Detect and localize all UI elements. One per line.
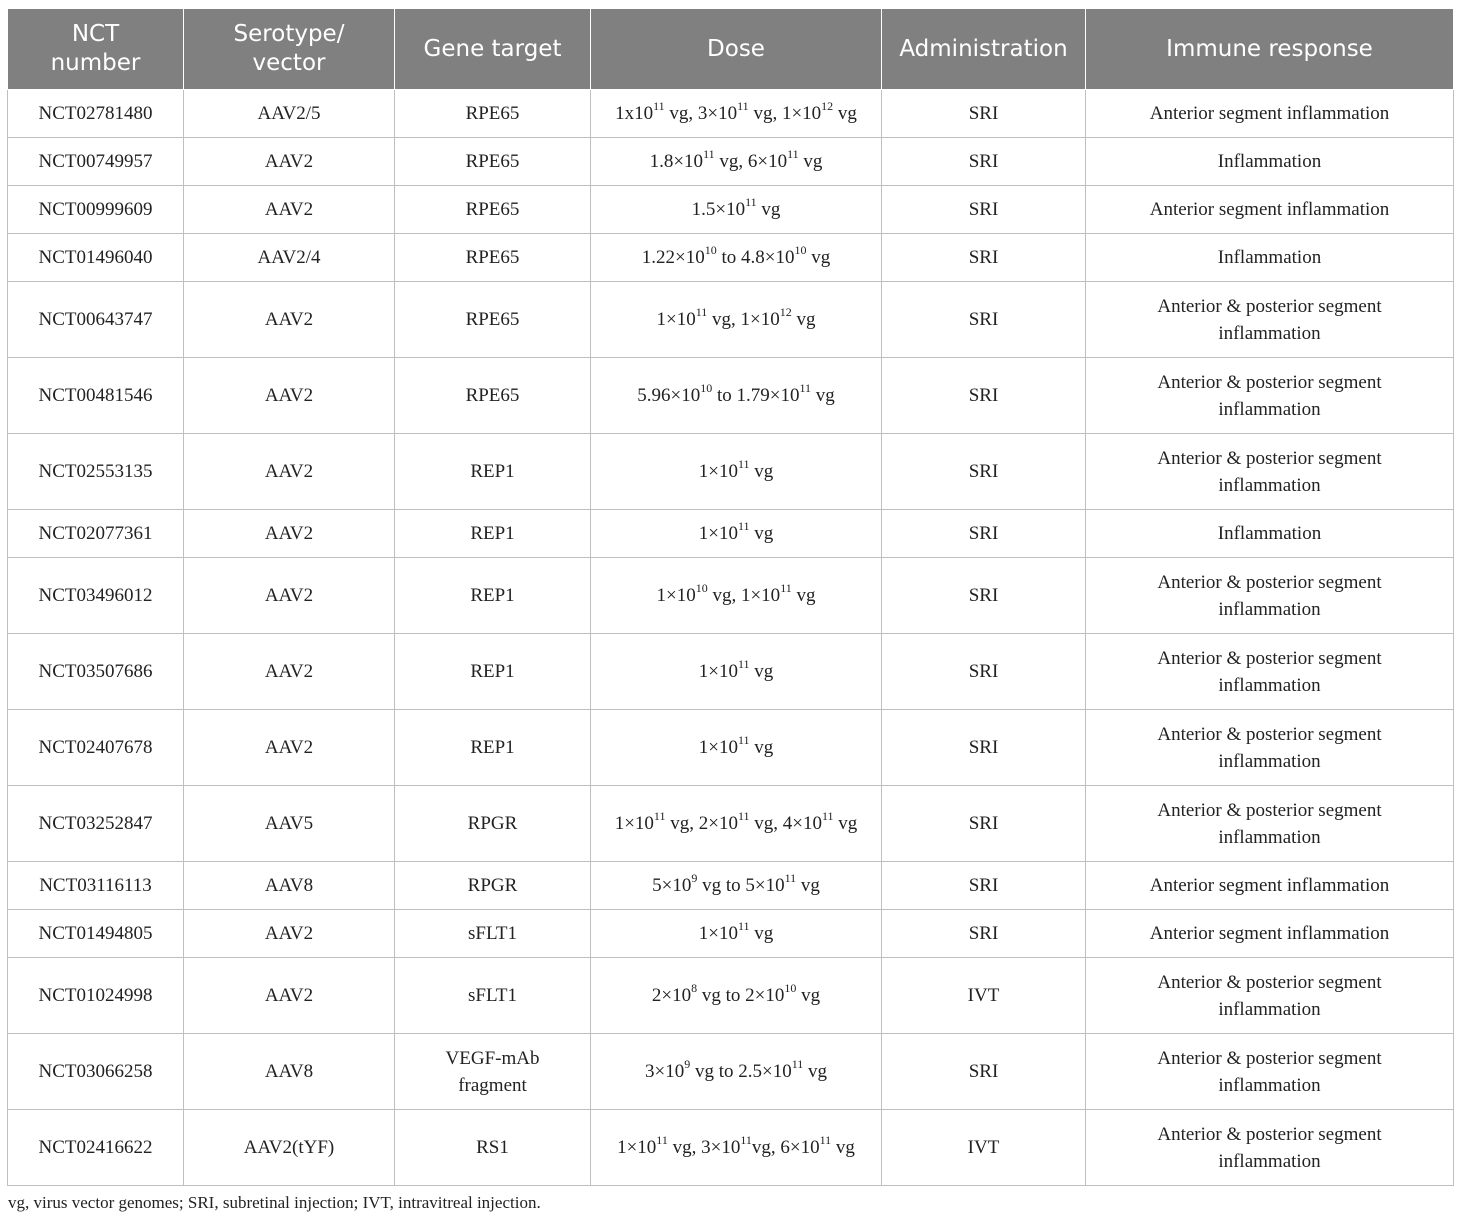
serotype-vector-cell: AAV2/5: [184, 90, 395, 138]
table-row: [8, 1034, 1454, 1110]
table-row: [8, 786, 1454, 862]
dose-cell: $1\times 10^{11}$ vg, $1\times 10^{12}$ vg: [591, 282, 882, 358]
table-row: [8, 90, 1454, 138]
nct-number-cell: NCT00643747: [8, 282, 184, 358]
dose-cell: $2\times 10^8$ vg to $2\times 10^{10}$ vg: [591, 958, 882, 1034]
table-row: [8, 558, 1454, 634]
gene-target-cell: RPE65: [395, 186, 591, 234]
nct-number-cell: NCT01494805: [8, 910, 184, 958]
table-row: [8, 434, 1454, 510]
immune-response-cell: Anterior & posterior segment inflammation: [1086, 434, 1454, 510]
serotype-vector-cell: AAV2: [184, 510, 395, 558]
nct-number-cell: NCT01496040: [8, 234, 184, 282]
administration-cell: SRI: [882, 358, 1086, 434]
serotype-vector-cell: AAV2: [184, 558, 395, 634]
administration-cell: SRI: [882, 910, 1086, 958]
table-row: [8, 910, 1454, 958]
gene-target-cell: VEGF-mAb fragment: [395, 1034, 591, 1110]
administration-cell: SRI: [882, 90, 1086, 138]
serotype-vector-cell: AAV5: [184, 786, 395, 862]
table-row: [8, 234, 1454, 282]
immune-response-cell: Anterior & posterior segment inflammation: [1086, 634, 1454, 710]
serotype-vector-cell: AAV8: [184, 1034, 395, 1110]
administration-cell: SRI: [882, 434, 1086, 510]
serotype-vector-cell: AAV2: [184, 186, 395, 234]
administration-cell: SRI: [882, 558, 1086, 634]
immune-response-cell: Anterior & posterior segment inflammation: [1086, 1110, 1454, 1186]
clinical-trials-table: [7, 8, 1454, 1186]
table-row: [8, 634, 1454, 710]
table-row: [8, 958, 1454, 1034]
dose-cell: $5.96\times 10^{10}$ to $1.79\times 10^{11}$ vg: [591, 358, 882, 434]
serotype-vector-cell: AAV2: [184, 282, 395, 358]
gene-target-cell: sFLT1: [395, 958, 591, 1034]
immune-response-cell: Inflammation: [1086, 234, 1454, 282]
nct-number-cell: NCT03496012: [8, 558, 184, 634]
nct-number-cell: NCT00999609: [8, 186, 184, 234]
dose-cell: $1\times 10^{11}$ vg: [591, 434, 882, 510]
nct-number-cell: NCT00481546: [8, 358, 184, 434]
dose-cell: $1\times 10^{11}$ vg, $3\times 10^{11}vg$, $6\times 10^{11}$ vg: [591, 1110, 882, 1186]
dose-cell: $1.5\times 10^{11}$ vg: [591, 186, 882, 234]
gene-target-cell: REP1: [395, 634, 591, 710]
header-administration: Administration: [882, 9, 1086, 90]
dose-cell: $1\times 10^{11}$ vg: [591, 710, 882, 786]
table-row: [8, 138, 1454, 186]
immune-response-cell: Anterior segment inflammation: [1086, 910, 1454, 958]
immune-response-cell: Anterior & posterior segment inflammation: [1086, 358, 1454, 434]
immune-response-cell: Anterior segment inflammation: [1086, 186, 1454, 234]
nct-number-cell: NCT02407678: [8, 710, 184, 786]
nct-number-cell: NCT03066258: [8, 1034, 184, 1110]
administration-cell: SRI: [882, 710, 1086, 786]
dose-cell: $1\times 10^{11}$ vg: [591, 634, 882, 710]
gene-target-cell: RPGR: [395, 862, 591, 910]
dose-cell: $1\times 10^{11}$ vg: [591, 910, 882, 958]
administration-cell: SRI: [882, 786, 1086, 862]
gene-target-cell: REP1: [395, 558, 591, 634]
serotype-vector-cell: AAV2: [184, 710, 395, 786]
administration-cell: SRI: [882, 862, 1086, 910]
dose-cell: $1\times 10^{11}$ vg, $2\times 10^{11}$ vg, $4\times 10^{11}$ vg: [591, 786, 882, 862]
table-header-row: [8, 9, 1454, 90]
nct-number-cell: NCT00749957: [8, 138, 184, 186]
administration-cell: SRI: [882, 510, 1086, 558]
header-dose: Dose: [591, 9, 882, 90]
immune-response-cell: Anterior & posterior segment inflammation: [1086, 958, 1454, 1034]
administration-cell: SRI: [882, 634, 1086, 710]
nct-number-cell: NCT02553135: [8, 434, 184, 510]
table-body: [8, 90, 1454, 1186]
immune-response-cell: Anterior segment inflammation: [1086, 90, 1454, 138]
immune-response-cell: Anterior & posterior segment inflammation: [1086, 558, 1454, 634]
immune-response-cell: Anterior & posterior segment inflammation: [1086, 710, 1454, 786]
administration-cell: IVT: [882, 958, 1086, 1034]
table-row: [8, 1110, 1454, 1186]
table-row: [8, 358, 1454, 434]
serotype-vector-cell: AAV8: [184, 862, 395, 910]
dose-cell: $3\times 10^9$ vg to $2.5\times 10^{11}$ vg: [591, 1034, 882, 1110]
administration-cell: SRI: [882, 282, 1086, 358]
gene-target-cell: REP1: [395, 510, 591, 558]
immune-response-cell: Anterior segment inflammation: [1086, 862, 1454, 910]
gene-target-cell: REP1: [395, 434, 591, 510]
serotype-vector-cell: AAV2: [184, 138, 395, 186]
serotype-vector-cell: AAV2/4: [184, 234, 395, 282]
serotype-vector-cell: AAV2: [184, 434, 395, 510]
dose-cell: $1.22\times 10^{10}$ to $4.8\times 10^{10}$ vg: [591, 234, 882, 282]
gene-target-cell: RPGR: [395, 786, 591, 862]
dose-cell: $1\times 10^{10}$ vg, $1\times 10^{11}$ vg: [591, 558, 882, 634]
nct-number-cell: NCT03252847: [8, 786, 184, 862]
immune-response-cell: Anterior & posterior segment inflammation: [1086, 1034, 1454, 1110]
immune-response-cell: Inflammation: [1086, 138, 1454, 186]
gene-target-cell: REP1: [395, 710, 591, 786]
table-row: [8, 282, 1454, 358]
header-immune-response: Immune response: [1086, 9, 1454, 90]
administration-cell: SRI: [882, 186, 1086, 234]
gene-target-cell: RS1: [395, 1110, 591, 1186]
header-serotype-vector: Serotype/ vector: [184, 9, 395, 90]
data-table-container: [7, 8, 1453, 1186]
nct-number-cell: NCT02077361: [8, 510, 184, 558]
gene-target-cell: RPE65: [395, 282, 591, 358]
gene-target-cell: RPE65: [395, 138, 591, 186]
header-gene-target: Gene target: [395, 9, 591, 90]
serotype-vector-cell: AAV2: [184, 910, 395, 958]
dose-cell: $1.8\times 10^{11}$ vg, $6\times 10^{11}$ vg: [591, 138, 882, 186]
nct-number-cell: NCT03116113: [8, 862, 184, 910]
gene-target-cell: sFLT1: [395, 910, 591, 958]
administration-cell: SRI: [882, 234, 1086, 282]
header-nct-number: NCT number: [8, 9, 184, 90]
dose-cell: $5\times 10^9$ vg to $5\times 10^{11}$ vg: [591, 862, 882, 910]
administration-cell: SRI: [882, 138, 1086, 186]
dose-cell: $1x10^{11}$ vg, $3\times 10^{11}$ vg, $1\times 10^{12}$ vg: [591, 90, 882, 138]
immune-response-cell: Anterior & posterior segment inflammation: [1086, 282, 1454, 358]
serotype-vector-cell: AAV2: [184, 634, 395, 710]
immune-response-cell: Anterior & posterior segment inflammation: [1086, 786, 1454, 862]
table-row: [8, 510, 1454, 558]
dose-cell: $1\times 10^{11}$ vg: [591, 510, 882, 558]
gene-target-cell: RPE65: [395, 234, 591, 282]
nct-number-cell: NCT02781480: [8, 90, 184, 138]
administration-cell: SRI: [882, 1034, 1086, 1110]
gene-target-cell: RPE65: [395, 358, 591, 434]
serotype-vector-cell: AAV2(tYF): [184, 1110, 395, 1186]
table-row: [8, 862, 1454, 910]
gene-target-cell: RPE65: [395, 90, 591, 138]
immune-response-cell: Inflammation: [1086, 510, 1454, 558]
serotype-vector-cell: AAV2: [184, 358, 395, 434]
serotype-vector-cell: AAV2: [184, 958, 395, 1034]
table-row: [8, 710, 1454, 786]
nct-number-cell: NCT03507686: [8, 634, 184, 710]
table-row: [8, 186, 1454, 234]
nct-number-cell: NCT02416622: [8, 1110, 184, 1186]
nct-number-cell: NCT01024998: [8, 958, 184, 1034]
table-footnote: vg, virus vector genomes; SRI, subretinal injection; IVT, intravitreal injection.: [8, 1193, 541, 1212]
administration-cell: IVT: [882, 1110, 1086, 1186]
